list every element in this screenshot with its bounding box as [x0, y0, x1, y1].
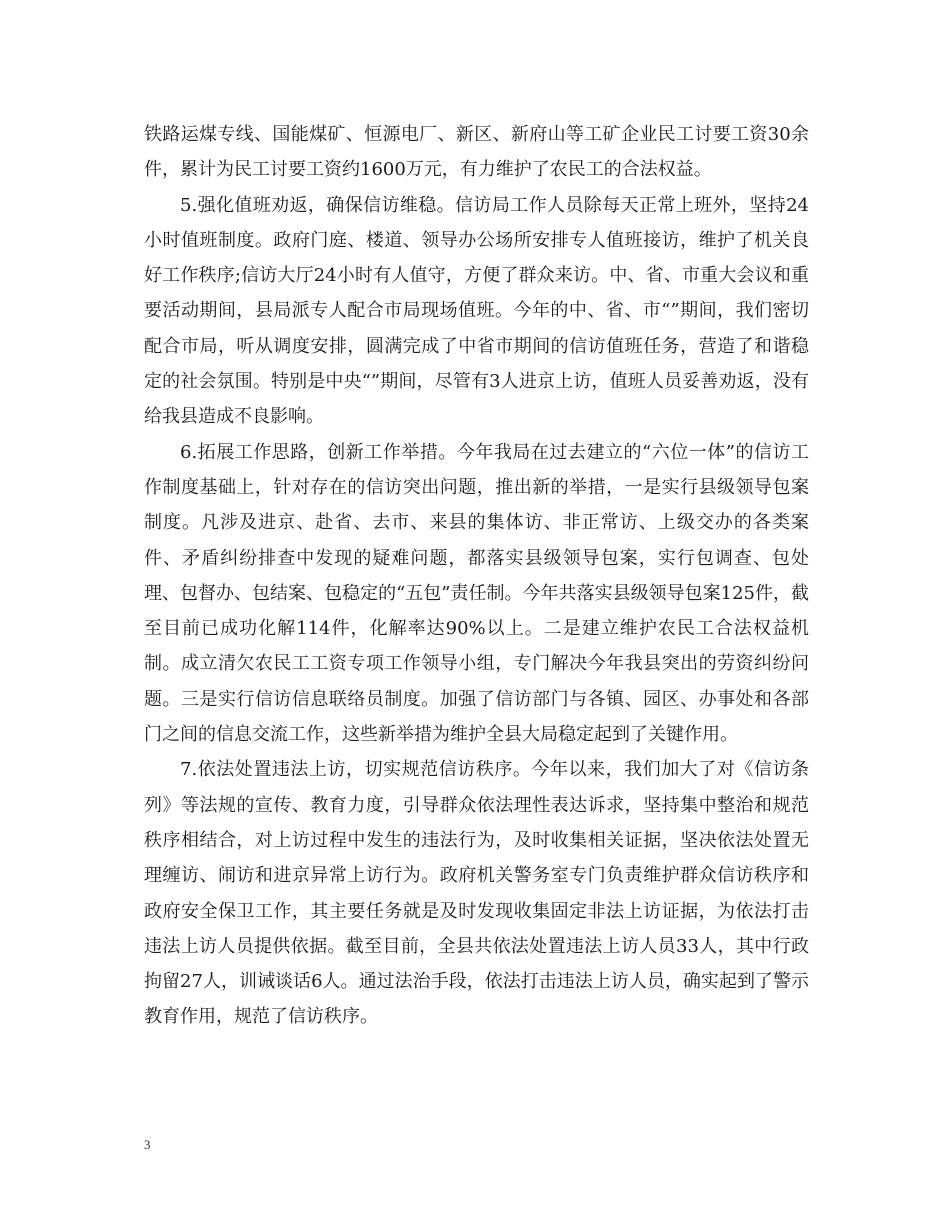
paragraph-item-6: 6.拓展工作思路，创新工作举措。今年我局在过去建立的“六位一体”的信访工作制度基础上，针对存在的信访突出问题，推出新的举措，一是实行县级领导包案制度。凡涉及进京、赴省、去市、来县的集体访、非正常访、上级交办的各类案件、矛盾纠纷排查中发现的疑难问题，都落实县级领导包案，实行包调查、包处理、包督办、包结案、包稳定的“五包”责任制。今年共落实县级领导包案125件，截至目前已成功化解114件，化解率达90%以上。二是建立维护农民工合法权益机制。成立清欠农民工工资专项工作领导小组，专门解决今年我县突出的劳资纠纷问题。三是实行信访信息联络员制度。加强了信访部门与各镇、园区、办事处和各部门之间的信息交流工作，这些新举措为维护全县大局稳定起到了关键作用。 — [144, 441, 809, 746]
page-number: 3 — [144, 1137, 151, 1152]
document-body — [144, 117, 809, 1035]
paragraph-item-7: 7.依法处置违法上访，切实规范信访秩序。今年以来，我们加大了对《信访条列》等法规的宣传、教育力度，引导群众依法理性表达诉求，坚持集中整治和规范秩序相结合，对上访过程中发生的违法行为，及时收集相关证据，坚决依法处置无理缠访、闹访和进京异常上访行为。政府机关警务室专门负责维护群众信访秩序和政府安全保卫工作，其主要任务就是及时发现收集固定非法上访证据，为依法打击违法上访人员提供依据。截至目前，全县共依法处置违法上访人员33人，其中行政拘留27人，训诫谈话6人。通过法治手段，依法打击违法上访人员，确实起到了警示教育作用，规范了信访秩序。 — [144, 759, 809, 1028]
paragraph-item-5: 5.强化值班劝返，确保信访维稳。信访局工作人员除每天正常上班外，坚持24小时值班制度。政府门庭、楼道、领导办公场所安排专人值班接访，维护了机关良好工作秩序;信访大厅24小时有人值守，方便了群众来访。中、省、市重大会议和重要活动期间，县局派专人配合市局现场值班。今年的中、省、市“”期间，我们密切配合市局，听从调度安排，圆满完成了中省市期间的信访值班任务，营造了和谐稳定的社会氛围。特别是中央“”期间，尽管有3人进京上访，值班人员妥善劝返，没有给我县造成不良影响。 — [144, 194, 809, 428]
paragraph-continuation: 铁路运煤专线、国能煤矿、恒源电厂、新区、新府山等工矿企业民工讨要工资30余件，累计为民工讨要工资约1600万元，有力维护了农民工的合法权益。 — [144, 124, 809, 181]
